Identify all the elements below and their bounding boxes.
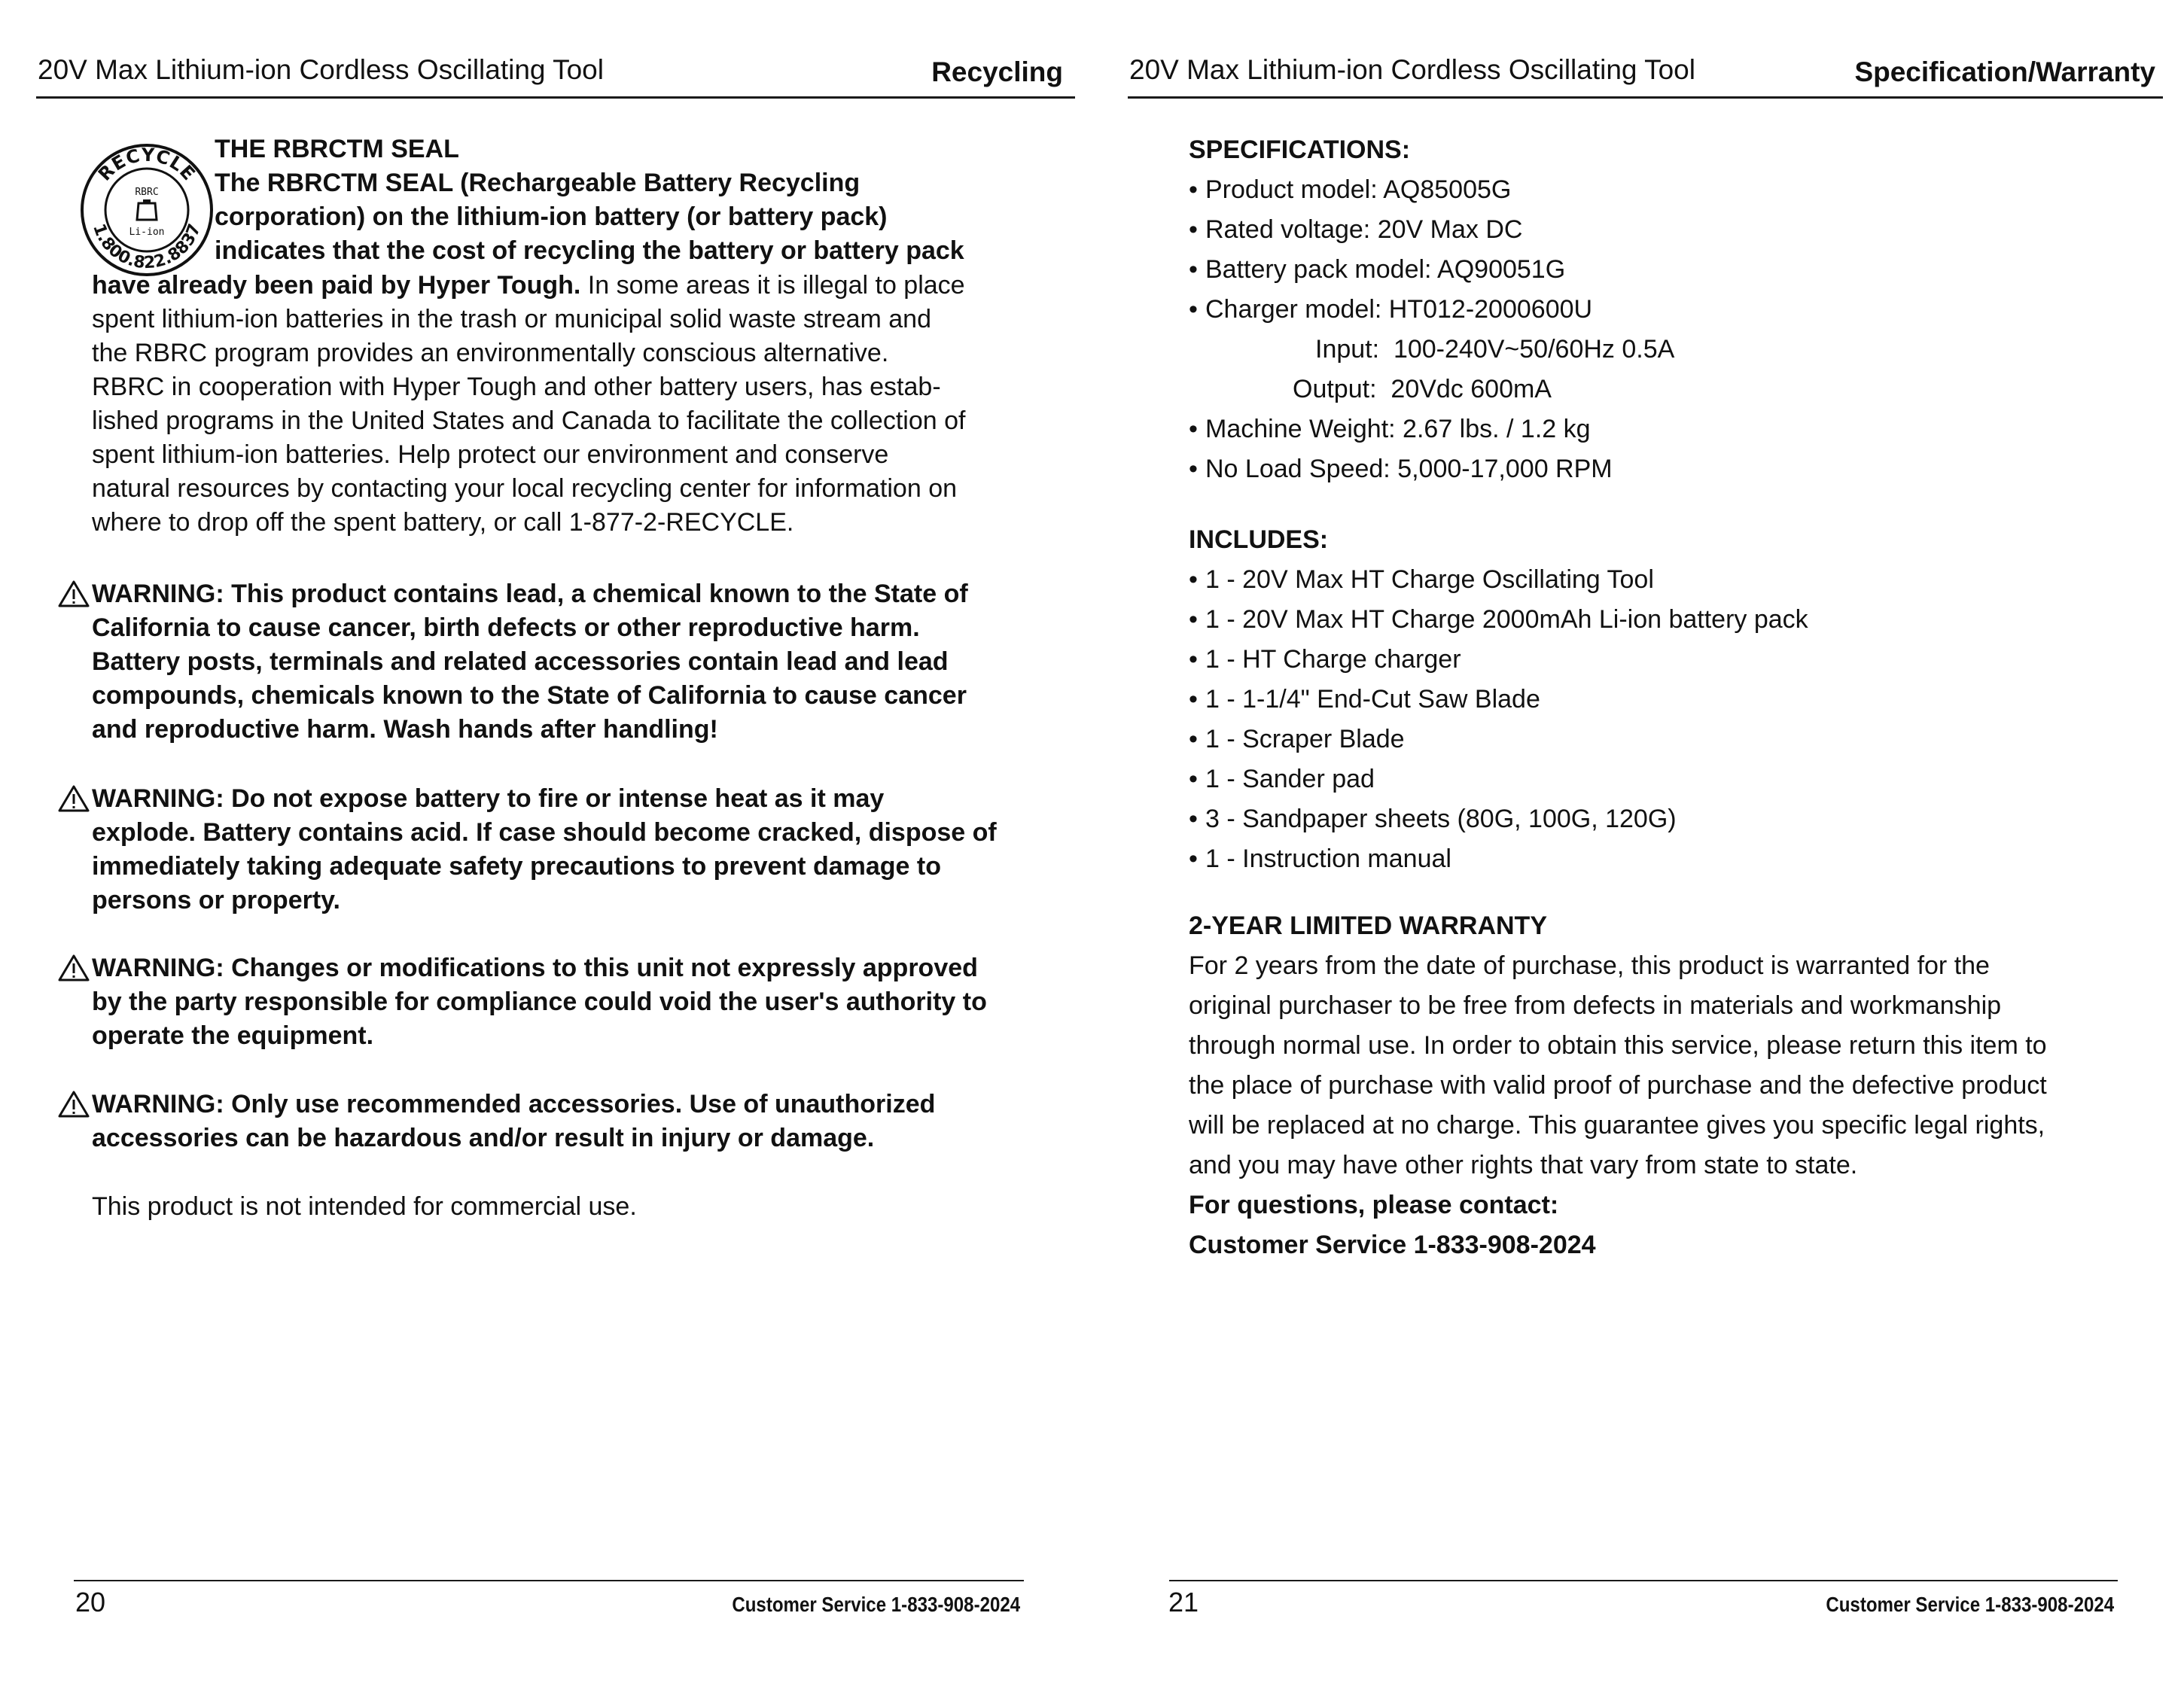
text-line: will be replaced at no charge. This guarantee gives you specific legal rights, bbox=[1189, 1111, 2045, 1140]
list-item: • Battery pack model: AQ90051G bbox=[1189, 255, 1566, 284]
list-item-text: 1 - HT Charge charger bbox=[1205, 645, 1461, 674]
warning-block bbox=[57, 951, 1028, 1053]
text-line: by the party responsible for compliance could void the user's authority to bbox=[92, 988, 987, 1016]
charger-output: Output: 20Vdc 600mA bbox=[1293, 375, 1552, 403]
text-line: RBRC in cooperation with Hyper Tough and other battery users, has estab- bbox=[92, 373, 941, 401]
page-number: 20 bbox=[75, 1587, 106, 1617]
rbrc-paragraph bbox=[92, 269, 1018, 540]
rbrc-seal-title: THE RBRCTM SEAL bbox=[215, 135, 459, 163]
list-item-text: 1 - Sander pad bbox=[1205, 765, 1375, 793]
text-line: through normal use. In order to obtain this service, please return this item to bbox=[1189, 1031, 2047, 1060]
warning-block bbox=[57, 1088, 1028, 1155]
svg-text:Li-ion: Li-ion bbox=[129, 227, 165, 238]
svg-text:RECYCLE: RECYCLE bbox=[93, 144, 200, 185]
text-line: indicates that the cost of recycling the battery or battery pack bbox=[215, 236, 964, 265]
text-line: and you may have other rights that vary from state to state. bbox=[1189, 1151, 1858, 1179]
svg-text:RBRC: RBRC bbox=[135, 187, 159, 198]
text-run: In some areas it is illegal to place bbox=[580, 271, 965, 300]
text-line: original purchaser to be free from defects in materials and workmanship bbox=[1189, 991, 2002, 1020]
specifications-heading: SPECIFICATIONS: bbox=[1189, 135, 1411, 164]
text-line: For 2 years from the date of purchase, this product is warranted for the bbox=[1189, 951, 1990, 980]
list-item-text: No Load Speed: 5,000-17,000 RPM bbox=[1205, 455, 1613, 483]
includes-list bbox=[1189, 560, 1808, 879]
text-line: persons or property. bbox=[92, 886, 340, 914]
list-item: • 1 - 1-1/4" End-Cut Saw Blade bbox=[1189, 685, 1540, 714]
text-line: lished programs in the United States and Canada to facilitate the collection of bbox=[92, 406, 966, 435]
text-line: spent lithium-ion batteries in the trash or municipal solid waste stream and bbox=[92, 305, 931, 333]
text-line: immediately taking adequate safety precautions to prevent damage to bbox=[92, 852, 941, 881]
commercial-use-note: This product is not intended for commercial use. bbox=[92, 1192, 637, 1221]
contact-value: Customer Service 1-833-908-2024 bbox=[1189, 1231, 1596, 1259]
list-item-text: 1 - Instruction manual bbox=[1205, 844, 1451, 873]
bold-text: have already been paid by Hyper Tough. bbox=[92, 271, 581, 300]
text-line: operate the equipment. bbox=[92, 1021, 374, 1050]
footer-customer-service: Customer Service 1-833-908-2024 bbox=[1826, 1593, 2114, 1616]
warranty-text bbox=[1189, 946, 2122, 1265]
text-line: natural resources by contacting your local recycling center for information on bbox=[92, 474, 958, 503]
text-line: spent lithium-ion batteries. Help protect our environment and conserve bbox=[92, 440, 889, 469]
list-item-text: Product model: AQ85005G bbox=[1205, 175, 1512, 204]
list-item: • Rated voltage: 20V Max DC bbox=[1189, 215, 1523, 244]
page-number: 21 bbox=[1168, 1587, 1199, 1617]
text-line: WARNING: Changes or modifications to this unit not expressly approved bbox=[92, 954, 978, 982]
list-item-text: Charger model: HT012-2000600U bbox=[1205, 295, 1593, 324]
warning-text bbox=[90, 577, 968, 747]
list-item-text: 1 - 20V Max HT Charge 2000mAh Li-ion battery pack bbox=[1205, 605, 1808, 634]
warning-triangle-icon bbox=[57, 954, 90, 982]
contact-label: For questions, please contact: bbox=[1189, 1191, 1559, 1219]
list-item: • 1 - Instruction manual bbox=[1189, 844, 1451, 873]
text-line: the place of purchase with valid proof of purchase and the defective product bbox=[1189, 1071, 2047, 1100]
warning-text bbox=[90, 951, 987, 1053]
list-item-text: 1 - Scraper Blade bbox=[1205, 725, 1405, 753]
warning-triangle-icon bbox=[57, 784, 90, 813]
text-line: WARNING: Only use recommended accessories. Use of unauthorized bbox=[92, 1090, 936, 1118]
list-item-text: Rated voltage: 20V Max DC bbox=[1205, 215, 1523, 244]
header-section: Recycling bbox=[931, 56, 1063, 87]
warning-text bbox=[90, 782, 997, 918]
warning-block bbox=[57, 782, 1028, 918]
text-line: explode. Battery contains acid. If case should become cracked, dispose of bbox=[92, 818, 997, 847]
charger-input: Input: 100-240V~50/60Hz 0.5A bbox=[1315, 335, 1675, 364]
rbrc-seal-logo bbox=[78, 142, 215, 278]
text-line: WARNING: Do not expose battery to fire or intense heat as it may bbox=[92, 784, 885, 813]
text-line: WARNING: This product contains lead, a chemical known to the State of bbox=[92, 580, 968, 608]
text-line: accessories can be hazardous and/or result in injury or damage. bbox=[92, 1124, 875, 1152]
includes-heading: INCLUDES: bbox=[1189, 525, 1329, 554]
rbrc-seal-description bbox=[215, 166, 1043, 268]
list-item: • No Load Speed: 5,000-17,000 RPM bbox=[1189, 455, 1613, 483]
warning-block bbox=[57, 577, 1028, 747]
text-line: compounds, chemicals known to the State of California to cause cancer bbox=[92, 681, 967, 710]
list-item-text: Battery pack model: AQ90051G bbox=[1205, 255, 1566, 284]
list-item: • 1 - 20V Max HT Charge Oscillating Tool bbox=[1189, 565, 1654, 594]
warning-triangle-icon bbox=[57, 580, 90, 608]
header-title: 20V Max Lithium-ion Cordless Oscillating Tool bbox=[1129, 54, 1695, 85]
header-rule bbox=[1128, 96, 2163, 99]
text-line bbox=[92, 269, 1018, 303]
footer-rule bbox=[1169, 1580, 2118, 1581]
text-line: where to drop off the spent battery, or call 1-877-2-RECYCLE. bbox=[92, 508, 794, 537]
text-line: Battery posts, terminals and related accessories contain lead and lead bbox=[92, 647, 949, 676]
list-item: • 1 - Scraper Blade bbox=[1189, 725, 1405, 753]
text-line: The RBRCTM SEAL (Rechargeable Battery Recycling bbox=[215, 169, 861, 197]
warning-triangle-icon bbox=[57, 1090, 90, 1118]
list-item: • Machine Weight: 2.67 lbs. / 1.2 kg bbox=[1189, 415, 1591, 443]
list-item: • Charger model: HT012-2000600U bbox=[1189, 295, 1593, 324]
text-line: and reproductive harm. Wash hands after handling! bbox=[92, 715, 718, 744]
list-item: • 1 - Sander pad bbox=[1189, 765, 1375, 793]
header-rule bbox=[36, 96, 1075, 99]
list-item: • Product model: AQ85005G bbox=[1189, 175, 1512, 204]
text-line: corporation) on the lithium-ion battery (or battery pack) bbox=[215, 202, 888, 231]
footer-rule bbox=[74, 1580, 1024, 1581]
svg-text:1.800.822.8837: 1.800.822.8837 bbox=[89, 221, 205, 273]
specifications-list bbox=[1189, 170, 1674, 489]
header-title: 20V Max Lithium-ion Cordless Oscillating Tool bbox=[38, 54, 604, 85]
list-item-text: Machine Weight: 2.67 lbs. / 1.2 kg bbox=[1205, 415, 1591, 443]
list-item-text: 1 - 20V Max HT Charge Oscillating Tool bbox=[1205, 565, 1654, 594]
list-item-text: 3 - Sandpaper sheets (80G, 100G, 120G) bbox=[1205, 805, 1677, 833]
list-item: • 1 - HT Charge charger bbox=[1189, 645, 1461, 674]
list-item: • 1 - 20V Max HT Charge 2000mAh Li-ion battery pack bbox=[1189, 605, 1808, 634]
footer-customer-service: Customer Service 1-833-908-2024 bbox=[732, 1593, 1020, 1616]
list-item-text: 1 - 1-1/4" End-Cut Saw Blade bbox=[1205, 685, 1540, 714]
text-line: the RBRC program provides an environmentally conscious alternative. bbox=[92, 339, 889, 367]
header-section: Specification/Warranty bbox=[1854, 56, 2155, 87]
warning-text bbox=[90, 1088, 935, 1155]
warranty-heading: 2-YEAR LIMITED WARRANTY bbox=[1189, 911, 1547, 940]
list-item: • 3 - Sandpaper sheets (80G, 100G, 120G) bbox=[1189, 805, 1677, 833]
text-line: California to cause cancer, birth defects or other reproductive harm. bbox=[92, 613, 920, 642]
